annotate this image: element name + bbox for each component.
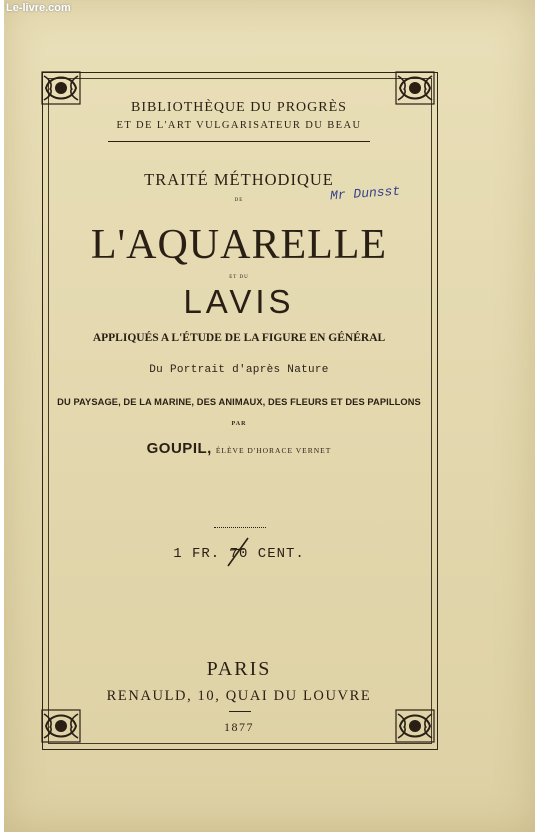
author-line [48, 440, 430, 458]
subtitle-line-3: DU PAYSAGE, DE LA MARINE, DES ANIMAUX, DES FLEURS ET DES PAPILLONS [57, 397, 421, 407]
watermark-logo: Le-livre.com [6, 2, 71, 14]
author-name: GOUPIL, [146, 440, 212, 457]
series-subtitle: ET DE L'ART VULGARISATEUR DU BEAU [116, 120, 362, 131]
second-title: LAVIS [183, 283, 295, 320]
main-title: L'AQUARELLE [90, 222, 388, 268]
handwritten-owner-name: Mr Dunsst [329, 183, 401, 204]
pen-mark-icon [218, 536, 254, 570]
author-description: ÉLÈVE D'HORACE VERNET [215, 446, 332, 455]
price-label: 1 FR. 70 CENT. [173, 546, 305, 562]
series-title: BIBLIOTHÈQUE DU PROGRÈS [131, 100, 347, 115]
title-connector-2: ET DU [229, 275, 249, 280]
publication-year: 1877 [224, 720, 254, 734]
dotted-divider [214, 527, 266, 528]
divider [108, 141, 370, 142]
title-prefix: TRAITÉ MÉTHODIQUE [144, 170, 334, 189]
subtitle-line-1: APPLIQUÉS A L'ÉTUDE DE LA FIGURE EN GÉNÉRAL [92, 332, 386, 344]
author-by: PAR [231, 421, 247, 427]
title-connector: DE [234, 198, 244, 203]
divider-short [229, 711, 251, 712]
subtitle-line-2: Du Portrait d'après Nature [149, 364, 329, 376]
publisher-city: PARIS [206, 658, 272, 680]
publisher-address: RENAULD, 10, QUAI DU LOUVRE [106, 688, 372, 704]
